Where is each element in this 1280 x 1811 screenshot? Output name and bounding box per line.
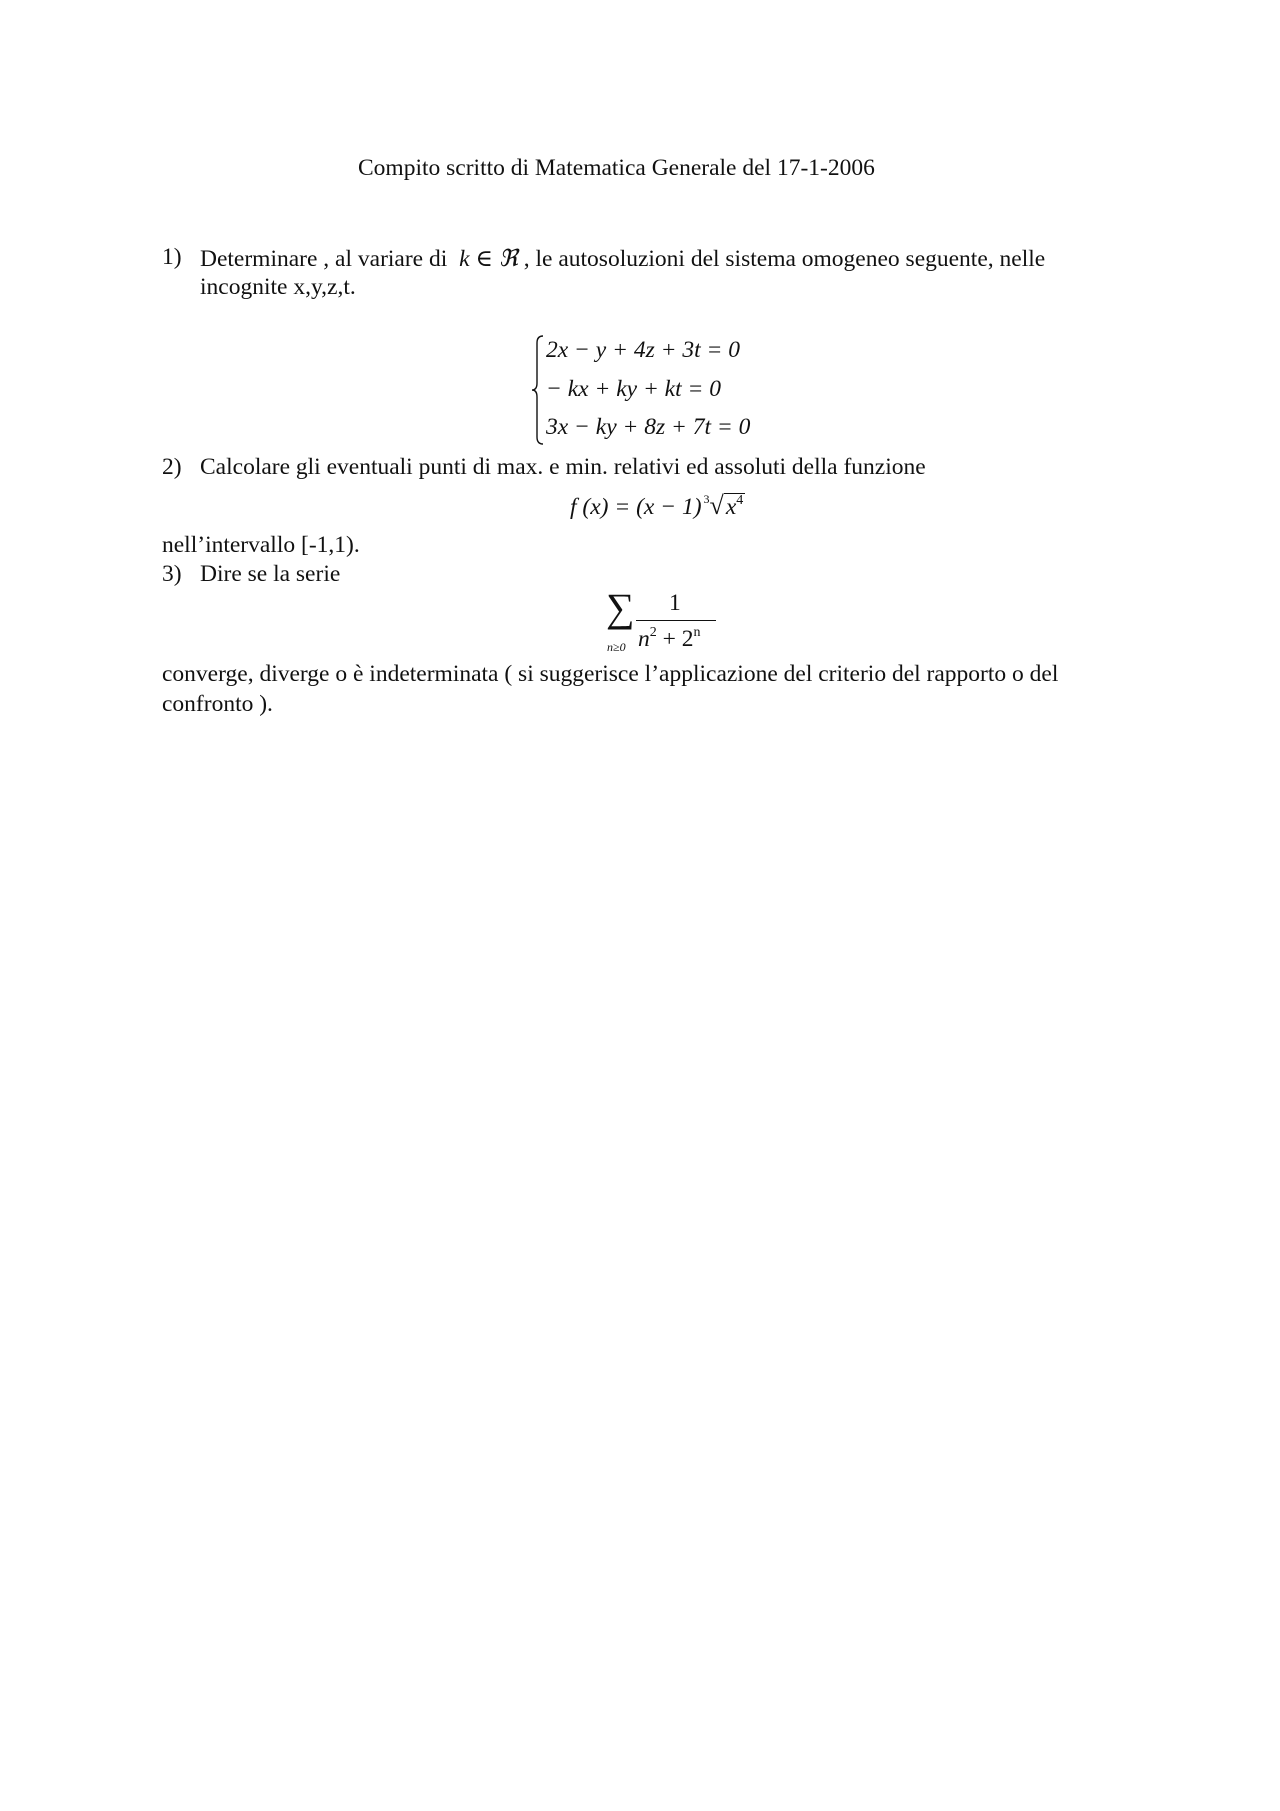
q1-line1-a: Determinare , al variare di — [200, 246, 448, 272]
fraction-bar — [636, 620, 716, 621]
q2-text: Calcolare gli eventuali punti di max. e min. relativi ed assoluti della funzione — [200, 454, 926, 480]
q3-denominator-b: + 2 — [656, 626, 694, 652]
q2-formula — [570, 491, 745, 521]
q2-root-index: 3 — [703, 492, 710, 506]
q3-denominator-exp-a: 2 — [649, 625, 657, 640]
q2-interval: nell’intervallo [-1,1). — [162, 532, 360, 558]
q1-k-in-R: k ∈ ℜ — [459, 246, 518, 272]
q2-radicand — [724, 493, 745, 520]
q3-sum-index: n≥0 — [607, 640, 626, 654]
q3-denominator-exp-b: n — [693, 625, 701, 640]
summation-icon: ∑ — [606, 585, 635, 630]
q3-denominator — [638, 626, 701, 653]
q3-conclusion-line2: confronto ). — [162, 691, 273, 717]
q3-conclusion-line1: converge, diverge o è indeterminata ( si suggerisce l’applicazione del criterio del rapporto o del — [162, 661, 1059, 687]
system-equation-2: − kx + ky + kt = 0 — [546, 376, 721, 402]
q1-line2: incognite x,y,z,t. — [200, 274, 356, 300]
q2-radicand-base: x — [725, 494, 737, 520]
q3-numerator: 1 — [669, 590, 681, 616]
q2-number: 2) — [162, 454, 182, 480]
q2-formula-lhs: f (x) = (x − 1) — [570, 494, 702, 520]
q2-radicand-exponent: 4 — [736, 493, 744, 508]
q3-number: 3) — [162, 561, 182, 587]
system-equation-1: 2x − y + 4z + 3t = 0 — [546, 337, 740, 363]
q3-denominator-a: n — [638, 626, 650, 652]
q3-text: Dire se la serie — [200, 561, 341, 587]
system-equation-3: 3x − ky + 8z + 7t = 0 — [546, 414, 751, 440]
q1-line1 — [200, 244, 1045, 273]
q1-line1-b: , le autosoluzioni del sistema omogeneo seguente, nelle — [523, 246, 1046, 272]
q1-number: 1) — [162, 244, 182, 270]
radical-sign-icon: √ — [709, 491, 724, 520]
page-title: Compito scritto di Matematica Generale del 17-1-2006 — [358, 155, 875, 181]
system-brace — [532, 335, 544, 445]
